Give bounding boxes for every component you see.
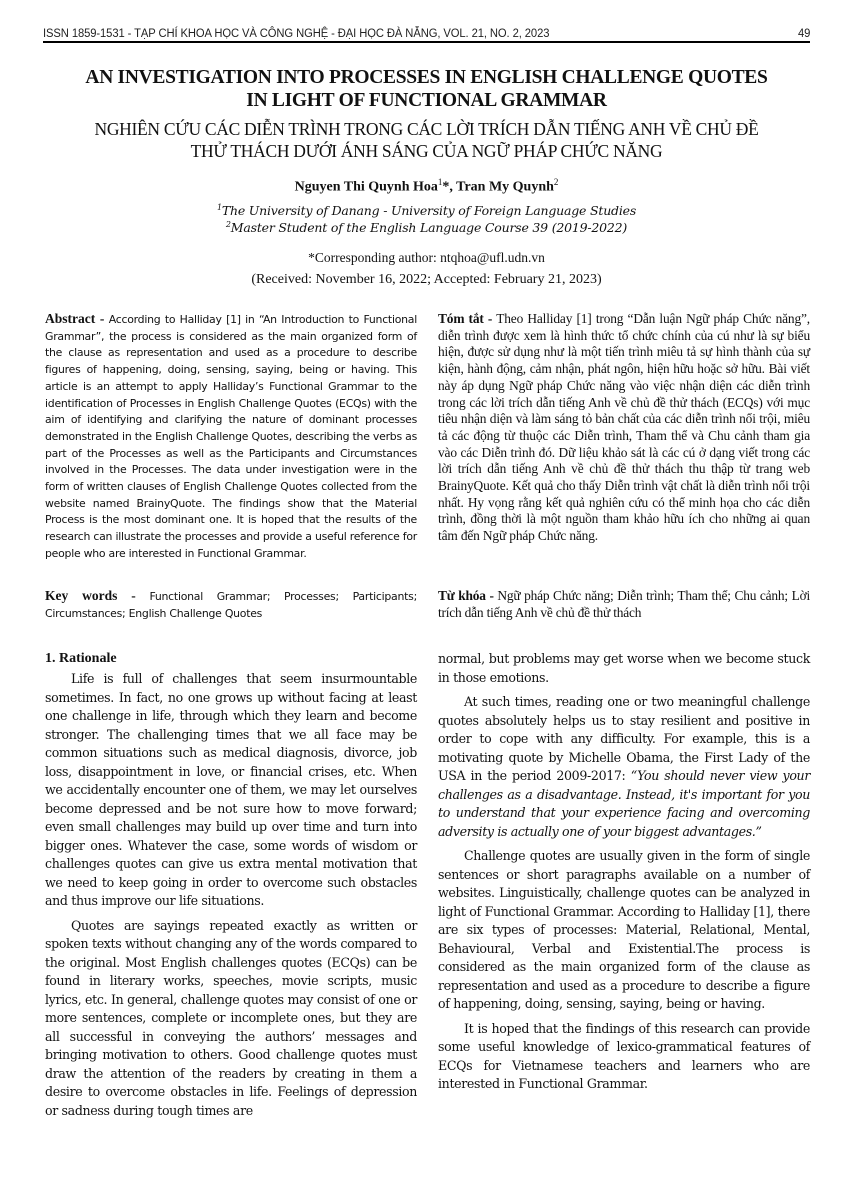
- body-paragraph: It is hoped that the findings of this research can provide some useful knowledge of lexico-grammatical features of ECQs for Vietnamese teachers and learners who are interested in Functional Grammar.: [438, 1020, 810, 1091]
- title-vi-line-1: NGHIÊN CỨU CÁC DIỄN TRÌNH TRONG CÁC LỜI TRÍCH DẪN TIẾNG ANH VỀ CHỦ ĐỀ: [94, 119, 759, 139]
- author-separator: ,: [449, 179, 457, 195]
- author-2-affil-mark: 2: [553, 177, 559, 187]
- body-paragraph: Life is full of challenges that seem insurmountable sometimes. In fact, no one grows up without facing at least one challenge in life, through which they learn and become stronger. The challenging times that we all face may be common situations such as medical diagnosis, divorce, job loss, disappointment in love, or financial crises, etc. When we accidentally encounter one of them, we may let ourselves become depressed and be not sure how to move forward; even small challenges may build up over time and turn into bigger ones. Whatever the case, some words of wisdom or challenges quotes can give us extra mental motivation that we need to keep going in order to overcome such obstacles and thus improve our life situations.: [45, 671, 417, 908]
- body-paragraph-continuation: normal, but problems may get worse when we become stuck in those emotions.: [438, 651, 810, 685]
- section-heading-rationale: 1. Rationale: [45, 651, 117, 666]
- abstract-english: [45, 311, 417, 563]
- title-en-line-2: IN LIGHT OF FUNCTIONAL GRAMMAR: [246, 90, 607, 111]
- keywords-english: [45, 588, 417, 622]
- paragraph-text: At such times, reading one or two meaningful challenge quotes absolutely helps us to stay resilient and positive in order to cope with any difficulty. For example, this is a motivating quote by Michelle Obama, the First Lady of the USA in the period 2009-2017:: [438, 694, 810, 783]
- keywords-text: Functional Grammar; Processes; Participants; Circumstances; English Challenge Quotes: [45, 590, 417, 620]
- tu-khoa-label: Từ khóa -: [438, 588, 494, 603]
- abstract-text: According to Halliday [1] in “An Introduction to Functional Grammar”, the process is considered as the main organized form of the clause as representation and used as a procedure to describe figures of happening, doing, sensing, saying, being or having. This article is an attempt to apply Halliday’s Functional Grammar to the identification of Processes in English Challenge Quotes (ECQs) with the aim of identifying and clarifying the nature of dominant processes demonstrated in the English Challenge Quotes, describing the verbs as part of the Processes as well as the Participants and Circumstances involved in the Processes. The data under investigation were in the form of written clauses of English Challenge Quotes collected from the website named BrainyQuote. The findings show that the Material Process is the most dominant one. It is hoped that the results of the research can illustrate the processes and provide a useful reference for people who are interested in Functional Grammar.: [45, 313, 417, 560]
- affiliation-1: [43, 203, 810, 218]
- author-2: Tran My Quynh: [456, 179, 554, 195]
- abstract-label: Abstract -: [45, 311, 105, 326]
- title-en-line-1: AN INVESTIGATION INTO PROCESSES IN ENGLISH CHALLENGE QUOTES: [85, 67, 768, 88]
- title-vi-line-2: THỬ THÁCH DƯỚI ÁNH SÁNG CỦA NGỮ PHÁP CHỨC NĂNG: [190, 141, 663, 161]
- tu-khoa-text: Ngữ pháp Chức năng; Diễn trình; Tham thể; Chu cảnh; Lời trích dẫn tiếng Anh về chủ đề thử thách: [438, 588, 810, 620]
- running-header: [43, 24, 810, 40]
- author-list: [43, 177, 810, 196]
- body-paragraph: Challenge quotes are usually given in the form of single sentences or short paragraphs available on a number of websites. Linguistically, challenge quotes can be analyzed in light of Functional Grammar. According to Halliday [1], there are six types of processes: Material, Relational, Mental, Behavioural, Verbal and Existential.The process is considered as the main organized form of the clause as representation and used as a procedure to describe a figure of happening, doing, sensing, saying, being or having.: [438, 848, 810, 1011]
- obama-quote: “You should never view your challenges as a disadvantage. Instead, it's important for you to understand that your experience facing and overcoming adversity is actually one of your biggest advantages.”: [438, 768, 810, 839]
- keywords-label: Key words -: [45, 588, 136, 603]
- article-title-english: [43, 66, 810, 112]
- tom-tat-label: Tóm tắt -: [438, 311, 493, 326]
- tom-tat-text: Theo Halliday [1] trong “Dẫn luận Ngữ pháp Chức năng”, diễn trình được xem là hình thức tổ chức chính của cú như là sự biểu hiện, được sử dụng như là một tiến trình miêu tả sự hình thành của sự kiện, hành động, cảm nhận, phát ngôn, hiện hữu hoặc sở hữu. Bài viết này áp dụng Ngữ pháp Chức năng vào việc nhận diện các diễn trình trong các lời trích dẫn tiếng Anh về chủ đề thử thách (ECQs) với mục tiêu nhận diện và làm sáng tỏ bản chất của các diễn trình nổi trội, miêu tả các động từ thuộc các Diễn trình, Tham thể và Chu cảnh tham gia vào các Diễn trình đó. Dữ liệu khảo sát là các cú ở dạng viết trong các lời trích dẫn tiếng Anh về chủ đề thử thách thu thập từ trang web BrainyQuote. Kết quả cho thấy Diễn trình vật chất là diễn trình nổi trội nhất. Hy vọng rằng kết quả nghiên cứu có thể minh họa cho các diễn trình, đồng thời là một nguồn tham khảo hữu ích cho những ai quan tâm đến Ngữ pháp Chức năng.: [438, 311, 810, 544]
- journal-info: ISSN 1859-1531 - TẠP CHÍ KHOA HỌC VÀ CÔNG NGHỆ - ĐẠI HỌC ĐÀ NẴNG, VOL. 21, NO. 2, 2023: [43, 26, 550, 40]
- page-number: 49: [797, 26, 811, 40]
- body-column-right: [438, 650, 810, 1094]
- affiliation-2: [43, 220, 810, 235]
- corresponding-author: *Corresponding author: ntqhoa@ufl.udn.vn: [308, 250, 545, 265]
- body-paragraph: [438, 693, 810, 841]
- affiliation-2-mark: 2: [225, 220, 231, 229]
- author-1-affil-mark: 1: [437, 177, 443, 187]
- corresponding-star: *: [442, 179, 450, 195]
- keywords-vietnamese: [438, 588, 810, 621]
- article-title-vietnamese: [43, 118, 810, 162]
- header-rule: [43, 41, 810, 43]
- affiliation-1-mark: 1: [216, 203, 222, 212]
- affiliation-1-text: The University of Danang - University of Foreign Language Studies: [221, 203, 637, 219]
- author-1: Nguyen Thi Quynh Hoa: [294, 179, 438, 195]
- received-dates: (Received: November 16, 2022; Accepted: February 21, 2023): [251, 272, 602, 287]
- affiliation-2-text: Master Student of the English Language Course 39 (2019-2022): [230, 220, 628, 236]
- body-paragraph: Quotes are sayings repeated exactly as written or spoken texts without changing any of the words compared to the original. Most English challenges quotes (ECQs) can be found in literary works, speeches, movie scripts, music lyrics, etc. In general, challenge quotes may consist of one or more sentences, complete or incomplete ones, but they are all successful in conveying the authors’ messages and bringing motivation to others. Good challenge quotes must draw the attention of the readers by creating in them a desire to overcome obstacles in life. Feelings of depression or sadness during tough times are: [45, 917, 417, 1118]
- body-column-left: [45, 650, 417, 1120]
- abstract-vietnamese: [438, 311, 810, 545]
